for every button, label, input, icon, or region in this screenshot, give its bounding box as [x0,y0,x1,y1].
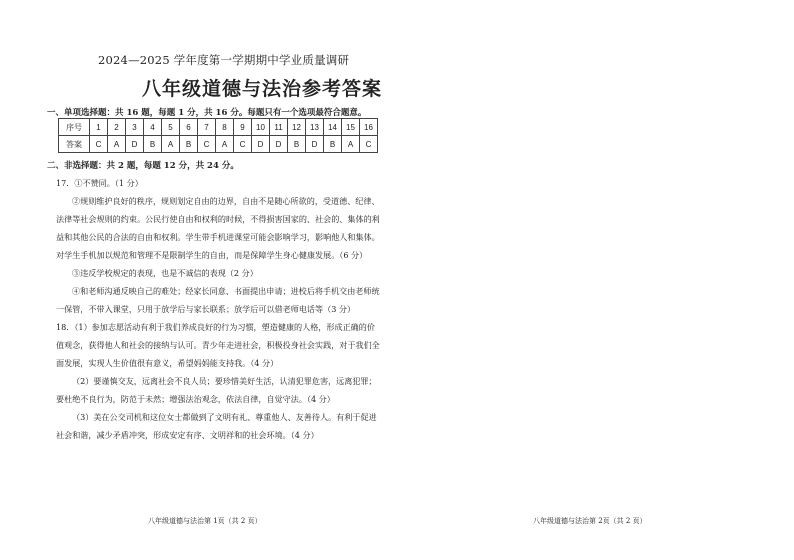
number-cell: 12 [288,119,306,136]
number-cell: 1 [90,119,108,136]
answer-line: ②规则维护良好的秩序，规则划定自由的边界，自由不是随心所欲的，受道德、纪律、 [72,196,380,206]
answer-line: ③违反学校规定的表现，也是不诚信的表现（2 分） [72,268,258,278]
number-cell: 6 [180,119,198,136]
answer-table [58,118,378,153]
answer-line: 值观念，获得他人和社会的接纳与认可。青少年走进社会，积极投身社会实践，对于我们全 [56,340,380,350]
number-cell: 13 [306,119,324,136]
number-cell: 11 [270,119,288,136]
answer-cell: C [198,136,216,153]
page-title: 八年级道德与法治参考答案 [142,78,383,100]
answer-cell: B [144,136,162,153]
footer-page-1: 八年级道德与法治第 1页（共 2 页） [148,517,262,525]
number-cell: 8 [216,119,234,136]
number-cell: 10 [252,119,270,136]
number-cell: 5 [162,119,180,136]
answer-cell: B [288,136,306,153]
answer-line: 对学生手机加以规范和管理不是限制学生的自由，而是保障学生身心健康发展。（6 分） [56,250,368,260]
answer-line: 社会和谐，减少矛盾冲突，形成安定有序、文明祥和的社会环境。（4 分） [56,430,319,440]
number-row-label: 序号 [59,119,90,136]
answer-line: 益和其他公民的合法的自由和权利。学生带手机进课堂可能会影响学习，影响他人和集体。 [56,232,380,242]
answer-cell: C [90,136,108,153]
answer-line: 法律等社会规则的约束。公民行使自由和权利的时候，不得损害国家的、社会的、集体的利 [56,214,380,224]
number-cell: 7 [198,119,216,136]
answer-cell: D [306,136,324,153]
section2-heading: 二、非选择题：共 2 题，每题 12 分，共 24 分。 [47,161,239,171]
answer-cell: A [162,136,180,153]
number-cell: 3 [126,119,144,136]
answer-line: ④和老师沟通反映自己的难处；经家长同意、书面提出申请；进校后将手机交由老师统 [72,286,380,296]
number-cell: 2 [108,119,126,136]
answer-cell: C [234,136,252,153]
answer-cell: A [342,136,360,153]
number-cell: 9 [234,119,252,136]
answer-line: 面发展，实现人生价值很有意义，希望妈妈能支持我。（4 分） [56,358,279,368]
answer-row [59,136,378,153]
answer-line: （2）要谨慎交友，远离社会不良人员；要珍惜美好生活，认清犯罪危害，远离犯罪； [72,376,377,386]
number-row [59,119,378,136]
answer-line: 18．（1）参加志愿活动有利于我们养成良好的行为习惯，塑造健康的人格，形成正确的价 [56,322,375,332]
number-cell: 15 [342,119,360,136]
answer-line: （3）美在公交司机和这位女士都做到了文明有礼、尊重他人、友善待人。有利于促进 [72,412,377,422]
answer-cell: A [216,136,234,153]
answer-cell: D [252,136,270,153]
answer-line: 要杜绝不良行为，防范于未然；增强法治观念，依法自律，自觉守法。（4 分） [56,394,335,404]
answer-cell: D [126,136,144,153]
section1-heading: 一、单项选择题：共 16 题，每题 1 分，共 16 分。每题只有一个选项最符合题意。 [47,108,367,118]
answer-cell: C [360,136,378,153]
number-cell: 16 [360,119,378,136]
answer-cell: D [270,136,288,153]
number-cell: 4 [144,119,162,136]
answer-cell: A [108,136,126,153]
number-cell: 14 [324,119,342,136]
answer-row-label: 答案 [59,136,90,153]
exam-subtitle: 2024—2025 学年度第一学期期中学业质量调研 [98,53,350,67]
footer-page-2: 八年级道德与法治第 2页（共 2 页） [533,517,647,525]
answer-line: 17．①不赞同。（1 分） [56,178,143,188]
answer-line: 一保管，不带入课堂，只用于放学后与家长联系；放学后可以借老师电话等（3 分） [56,304,356,314]
answer-cell: B [180,136,198,153]
answer-cell: B [324,136,342,153]
